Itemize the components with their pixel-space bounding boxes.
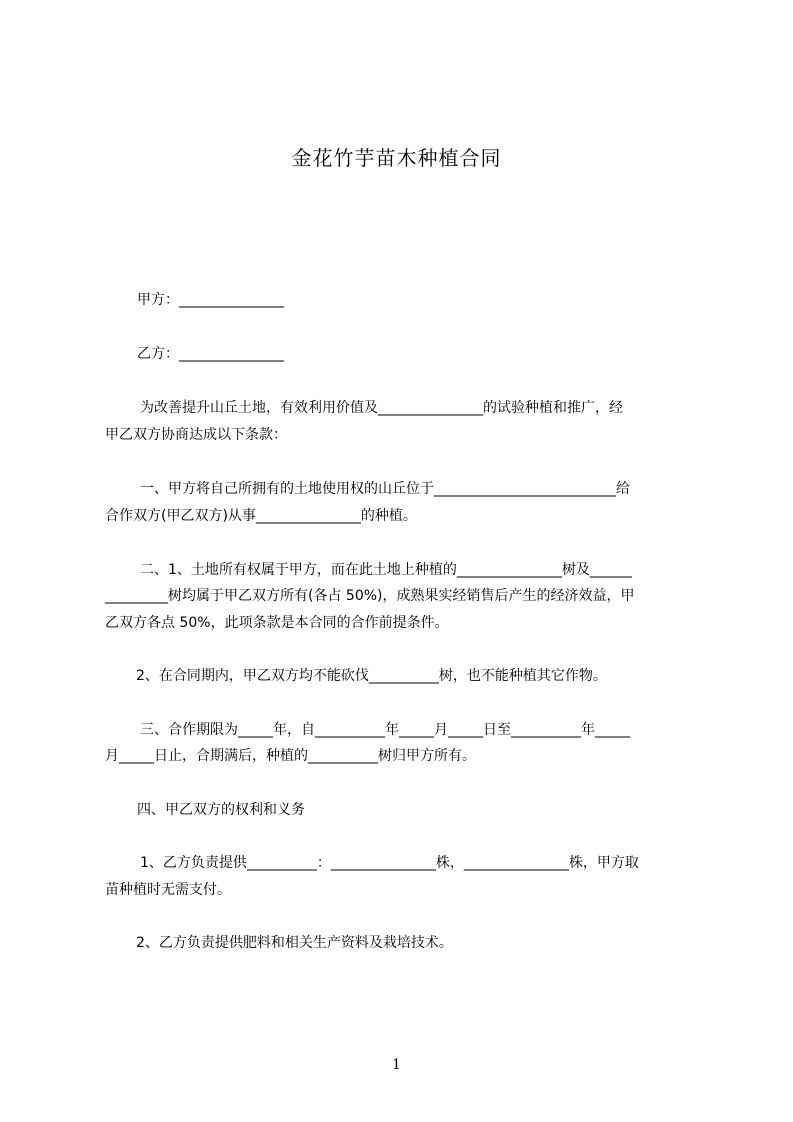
page-number: 1 bbox=[392, 1057, 401, 1073]
clause-4-item-1-line-1: 1、乙方负责提供__________：_______________株，_______________株，甲方取 bbox=[140, 855, 639, 871]
clause-4-item-2: 2、乙方负责提供肥料和相关生产资料及栽培技术。 bbox=[136, 935, 453, 951]
clause-2-line-2: _________树均属于甲乙双方所有(各占 50%)，成熟果实经销售后产生的经济效益，甲 bbox=[105, 588, 635, 604]
clause-4-item-1-line-2: 苗种植时无需支付。 bbox=[105, 882, 231, 898]
clause-1-line-2: 合作双方(甲乙双方)从事_______________的种植。 bbox=[105, 508, 417, 524]
intro-paragraph-line-1: 为改善提升山丘土地，有效利用价值及_______________的试验种植和推广，经 bbox=[140, 400, 623, 416]
clause-3-line-1: 三、合作期限为_____年，自__________年_____月_____日至__________年_____ bbox=[140, 722, 630, 738]
party-b-line: 乙方：_______________ bbox=[137, 346, 284, 362]
party-a-line: 甲方：_______________ bbox=[137, 292, 284, 308]
clause-2-item-2: 2、在合同期内，甲乙双方均不能砍伐__________树，也不能种植其它作物。 bbox=[136, 668, 607, 684]
intro-paragraph-line-2: 甲乙双方协商达成以下条款： bbox=[105, 427, 287, 443]
clause-1-line-1: 一、甲方将自己所拥有的土地使用权的山丘位于__________________________给 bbox=[140, 481, 630, 497]
clause-2-line-3: 乙双方各点 50%，此项条款是本合同的合作前提条件。 bbox=[105, 615, 449, 631]
clause-4-heading: 四、甲乙双方的权利和义务 bbox=[137, 802, 305, 818]
document-title: 金花竹芋苗木种植合同 bbox=[291, 146, 502, 170]
clause-3-line-2: 月_____日止，合期满后，种植的__________树归甲方所有。 bbox=[105, 748, 476, 764]
clause-2-line-1: 二、1、土地所有权属于甲方，而在此土地上种植的_______________树及______ bbox=[140, 562, 632, 578]
